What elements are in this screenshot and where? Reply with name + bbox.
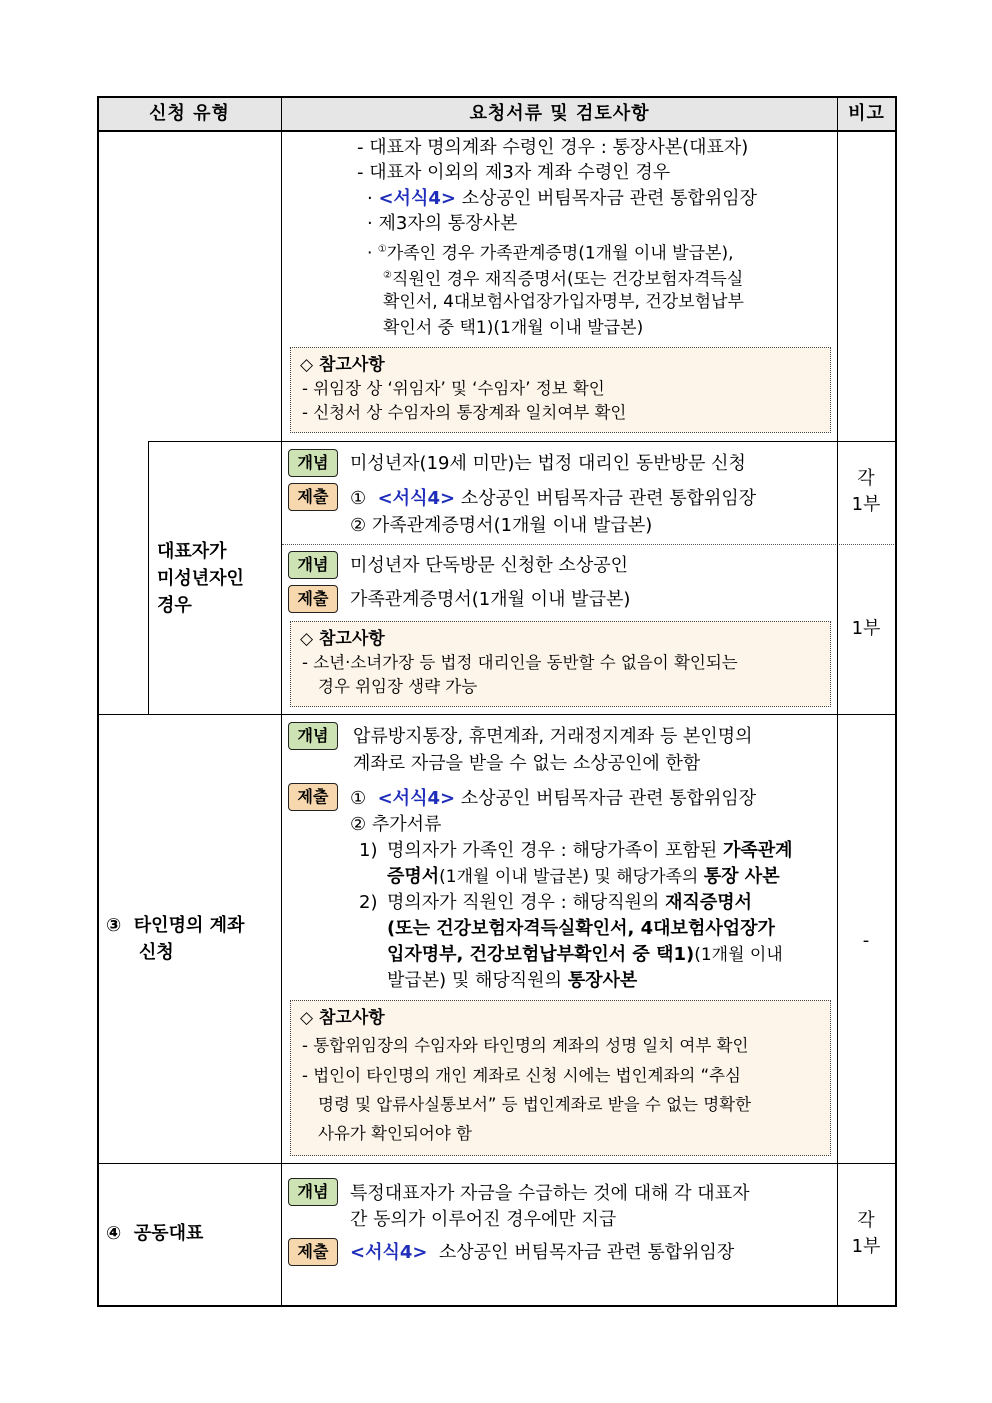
minor-b-submit: 가족관계증명서(1개월 이내 발급본): [350, 589, 631, 610]
item-1-number: 1): [359, 840, 378, 861]
section3-note: -: [862, 930, 870, 951]
reference-item: 명령 및 압류사실통보서” 등 법인계좌로 받을 수 없는 명확한: [318, 1095, 752, 1114]
bullet-family-staff: · ①가족인 경우 가족관계증명(1개월 이내 발급본),: [367, 243, 734, 264]
minor-a-concept: 미성년자(19세 미만)는 법정 대리인 동반방문 신청: [350, 453, 746, 474]
section4-concept-1: 특정대표자가 자금을 수급하는 것에 대해 각 대표자: [350, 1183, 750, 1204]
bullet-staff-line: ②직원인 경우 재직증명서(또는 건강보험자격득실: [383, 269, 744, 290]
form4-ref: <서식4>: [377, 788, 456, 809]
minor-b-note: 1부: [851, 618, 881, 639]
concept-tag: 개념: [288, 722, 338, 750]
reference-item: 사유가 확인되어야 함: [318, 1124, 472, 1143]
section4-note: 각 1부: [851, 1210, 881, 1257]
reference-title: ◇ 참고사항: [300, 629, 385, 649]
item-2-line-4: 발급본) 및 해당직원의 통장사본: [387, 970, 638, 991]
reference-item: - 통합위임장의 수임자와 타인명의 계좌의 성명 일치 여부 확인: [302, 1036, 749, 1055]
section4-submit: <서식4> 소상공인 버팀목자금 관련 통합위임장: [350, 1242, 735, 1263]
bullet-staff-line-3: 확인서 중 택1)(1개월 이내 발급본): [383, 318, 644, 338]
section3-concept-2: 계좌로 자금을 받을 수 없는 소상공인에 한함: [353, 753, 701, 774]
bullet-third-party-bankbook: · 제3자의 통장사본: [367, 213, 518, 234]
item-2-line-1: 명의자가 직원인 경우 : 해당직원의 재직증명서: [387, 892, 753, 913]
form4-ref: <서식4>: [350, 1242, 428, 1263]
concept-tag: 개념: [288, 449, 338, 477]
header-type: 신청 유형: [149, 103, 230, 124]
submit-tag: 제출: [288, 585, 338, 613]
section3-submit-1: ① <서식4> 소상공인 버팀목자금 관련 통합위임장: [350, 788, 757, 809]
section3-label-2: 신청: [139, 942, 174, 963]
section3-concept-1: 압류방지통장, 휴면계좌, 거래정지계좌 등 본인명의: [353, 726, 753, 747]
form4-ref: <서식4>: [378, 188, 456, 209]
submit-tag: 제출: [288, 483, 338, 511]
minor-a-note: 각 1부: [851, 468, 881, 515]
item-1-line-2: 증명서(1개월 이내 발급본) 및 해당가족의 통장 사본: [387, 866, 780, 887]
section3-submit-2: ② 추가서류: [350, 814, 442, 835]
minor-b-concept: 미성년자 단독방문 신청한 소상공인: [350, 555, 628, 576]
submit-tag: 제출: [288, 1238, 338, 1266]
header-note: 비고: [848, 103, 885, 124]
account-third-party-line: - 대표자 이외의 제3자 계좌 수령인 경우: [357, 162, 671, 183]
concept-tag: 개념: [288, 1178, 338, 1206]
reference-item: 경우 위임장 생략 가능: [318, 677, 478, 696]
item-2-line-3: 입자명부, 건강보험납부확인서 중 택1)(1개월 이내: [387, 944, 783, 965]
bullet-staff-line-2: 확인서, 4대보험사업장가입자명부, 건강보험납부: [383, 292, 744, 312]
section4-label: ④ 공동대표: [106, 1223, 204, 1244]
item-2-number: 2): [359, 892, 378, 913]
minor-a-submit-2: ② 가족관계증명서(1개월 이내 발급본): [350, 515, 653, 536]
reference-item: - 위임장 상 ‘위임자’ 및 ‘수임자’ 정보 확인: [302, 379, 605, 398]
section3-label: ③ 타인명의 계좌: [106, 915, 245, 936]
reference-item: - 법인이 타인명의 개인 계좌로 신청 시에는 법인계좌의 “추심: [302, 1066, 741, 1085]
section4-concept-2: 간 동의가 이루어진 경우에만 지급: [350, 1209, 617, 1230]
minor-a-submit-1: ① <서식4> 소상공인 버팀목자금 관련 통합위임장: [350, 488, 757, 509]
concept-tag: 개념: [288, 551, 338, 579]
item-2-line-2: (또는 건강보험자격득실확인서, 4대보험사업장가: [387, 918, 775, 939]
reference-title: ◇ 참고사항: [300, 1008, 385, 1028]
submit-tag: 제출: [288, 783, 338, 811]
bullet-form4: · <서식4> 소상공인 버팀목자금 관련 통합위임장: [367, 188, 758, 209]
account-rep-line: - 대표자 명의계좌 수령인 경우 : 통장사본(대표자): [357, 137, 749, 158]
reference-item: - 소년·소녀가장 등 법정 대리인을 동반할 수 없음이 확인되는: [302, 653, 738, 672]
item-1-line-1: 명의자가 가족인 경우 : 해당가족이 포함된 가족관계: [387, 840, 793, 861]
form4-ref: <서식4>: [377, 488, 456, 509]
header-documents: 요청서류 및 검토사항: [469, 103, 650, 124]
reference-item: - 신청서 상 수임자의 통장계좌 일치여부 확인: [302, 403, 627, 422]
minor-label: 대표자가 미성년자인 경우: [157, 541, 244, 616]
reference-title: ◇ 참고사항: [300, 355, 385, 375]
